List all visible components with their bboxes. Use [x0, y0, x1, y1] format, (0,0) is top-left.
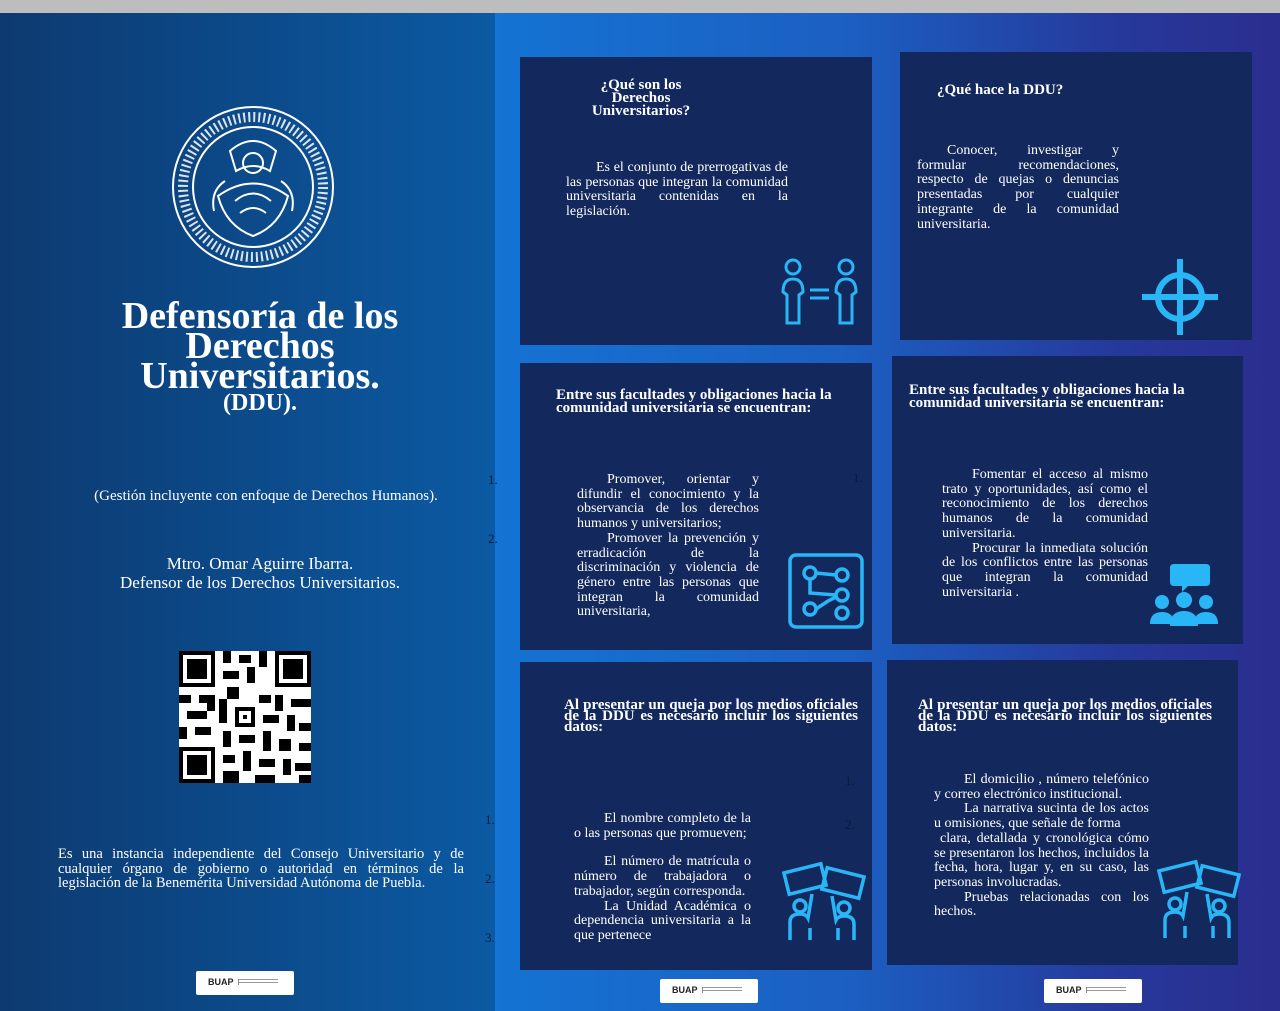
protest-signs-icon: [1157, 856, 1241, 940]
list-item: Pruebas relacionadas con los hechos.: [934, 889, 1149, 920]
list-number: 1.: [488, 472, 498, 487]
title-abbreviation: (DDU).: [223, 390, 297, 416]
list-number: 2.: [845, 817, 855, 832]
defender-info: [40, 554, 480, 592]
panel-complaint-data-1: [520, 662, 872, 970]
panel-body: Conocer, investigar y formular recomendaciones, respecto de quejas o denuncias presentadas por cualquier integrante de la comunidad universitaria.: [917, 143, 1119, 232]
list-item: Fomentar el acceso al mismo trato y oportunidades, así como el reconocimiento de los derechos humanos de la comunidad universitaria.: [942, 467, 1148, 541]
list-number: 3.: [485, 930, 495, 945]
equality-people-icon: [778, 257, 862, 329]
list-item: La narrativa sucinta de los actos u omisiones, que señale de forma: [934, 801, 1149, 832]
panel-body: [574, 812, 751, 944]
page-title: [60, 295, 460, 416]
institution-description: Es una instancia independiente del Consejo Universitario y de cualquier órgano de gobierno o autoridad en términos de la legislación de la Benemérita Universidad Autónoma de Puebla.: [58, 846, 464, 891]
logo-text: BUAP: [208, 977, 234, 987]
panel-title: Al presentar un queja por los medios oficiales de la DDU es necesario incluir los siguientes datos:: [564, 697, 858, 735]
list-item: Procurar la inmediata solución de los conflictos entre las personas que integran la comunidad universitaria .: [942, 540, 1148, 600]
title-line-3: Universitarios.: [140, 355, 380, 397]
list-item: Promover, orientar y difundir el conocimiento y la observancia de los derechos humanos y universitarios;: [577, 472, 759, 532]
panel-body: [577, 473, 759, 620]
cover-page: [0, 13, 495, 1011]
panel-title: Entre sus facultades y obligaciones hacia la comunidad universitaria se encuentran:: [909, 382, 1185, 411]
tagline: (Gestión incluyente con enfoque de Derechos Humanos).: [94, 488, 438, 504]
panel-title: ¿Qué son los Derechos Universitarios?: [591, 77, 691, 119]
panel-body: Es el conjunto de prerrogativas de las personas que integran la comunidad universitaria contenidas en la legislación.: [566, 160, 788, 220]
list-item: El nombre completo de la o las personas que promueven;: [574, 811, 751, 841]
panel-body: [942, 468, 1148, 600]
university-seal-icon: [170, 101, 336, 273]
content-page: [485, 13, 1280, 1011]
top-bar: [0, 0, 1280, 13]
list-item: Promover la prevención y erradicación de la discriminación y violencia de género entre las personas que integran la comunidad universitaria,: [577, 530, 759, 620]
logo-text: BUAP: [672, 985, 698, 995]
list-number: 1.: [853, 470, 863, 485]
list-item: clara, detallada y cronológica cómo se presentaron los hechos, incluidos la fecha, hora, lugar y, en su caso, las personas involucradas.: [934, 830, 1149, 890]
panel-what-are-rights: [520, 57, 872, 345]
panel-body: [934, 773, 1149, 920]
logo-text: BUAP: [1056, 985, 1082, 995]
list-number: 2.: [488, 531, 498, 546]
panel-title: ¿Qué hace la DDU?: [937, 82, 1064, 98]
panel-what-ddu-does: [900, 52, 1252, 340]
defender-role: Defensor de los Derechos Universitarios.: [120, 573, 400, 592]
list-item: La Unidad Académica o dependencia universitaria a la que pertenece: [574, 898, 751, 943]
panel-faculties-1: [520, 363, 872, 650]
buap-logo: [660, 979, 758, 1003]
panel-title: Entre sus facultades y obligaciones hacia la comunidad universitaria se encuentran:: [556, 387, 832, 416]
group-chat-icon: [1148, 562, 1220, 628]
title-line-1: Defensoría de los: [121, 295, 399, 337]
list-number: 2.: [485, 871, 495, 886]
list-item: El domicilio , número telefónico y correo electrónico institucional.: [934, 772, 1149, 802]
defender-name: Mtro. Omar Aguirre Ibarra.: [166, 554, 354, 573]
crosshair-icon: [1140, 257, 1220, 337]
protest-signs-icon: [782, 858, 866, 942]
qr-code-icon[interactable]: [179, 651, 311, 783]
buap-logo: [196, 971, 294, 995]
circuit-icon: [788, 553, 864, 629]
list-number: 1.: [845, 773, 855, 788]
buap-logo: [1044, 979, 1142, 1003]
panel-title: Al presentar un queja por los medios oficiales de la DDU es necesario incluir los siguientes datos:: [918, 697, 1212, 735]
title-line-2: Derechos: [185, 325, 335, 367]
list-item: El número de matrícula o número de trabajadora o trabajador, según corresponda.: [574, 854, 751, 899]
list-number: 1.: [485, 812, 495, 827]
panel-complaint-data-2: [887, 660, 1238, 965]
panel-faculties-2: [892, 356, 1243, 644]
